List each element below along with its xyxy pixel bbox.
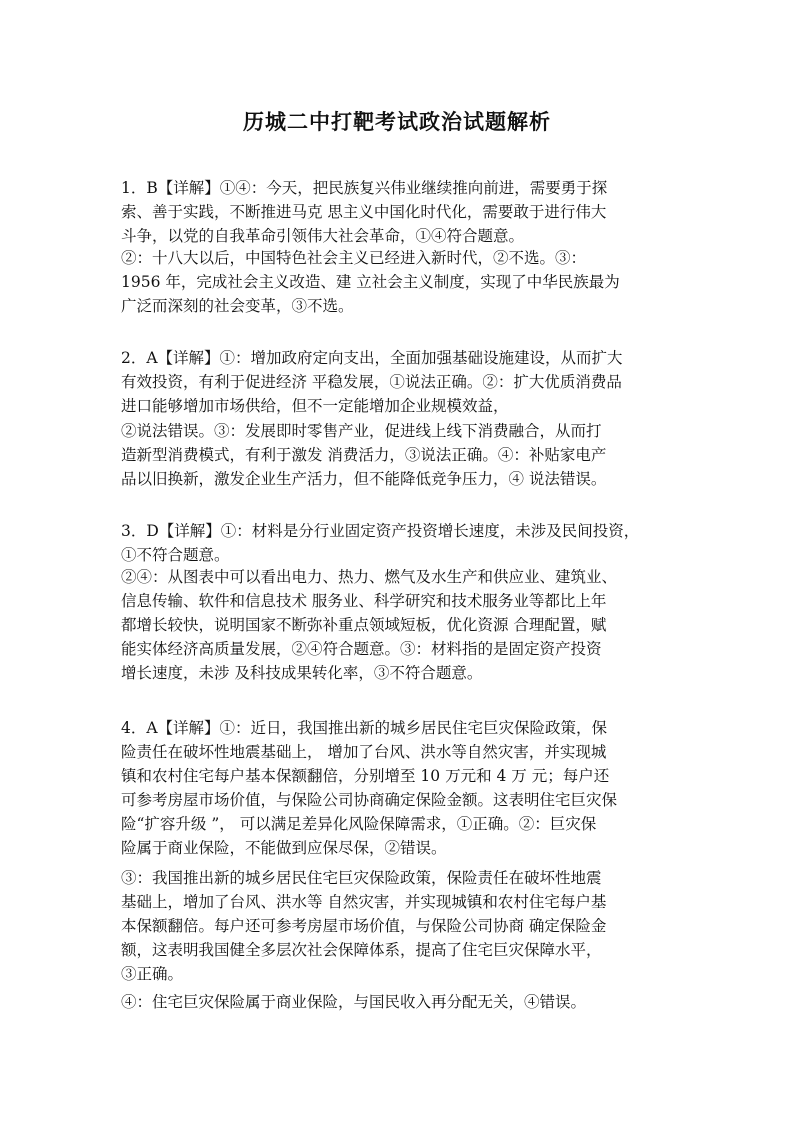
text-line: ②④：从图表中可以看出电力、热力、燃气及水生产和供应业、建筑业、 — [121, 568, 618, 586]
q3-paragraph-1 — [121, 519, 681, 567]
text-line: ①不符合题意。 — [121, 546, 230, 564]
text-line: 本保额翻倍。每户还可参考房屋市场价值，与保险公司协商 确定保险金 — [121, 917, 607, 935]
text-line: 1．B【详解】①④：今天，把民族复兴伟业继续推向前进，需要勇于探 — [121, 179, 608, 197]
text-line: 信息传输、软件和信息技术 服务业、科学研究和技术服务业等都比上年 — [121, 592, 607, 610]
text-line: 都增长较快，说明国家不断弥补重点领域短板，优化资源 合理配置，赋 — [121, 616, 607, 634]
text-line: ②说法错误。③：发展即时零售产业，促进线上线下消费融合，从而打 — [121, 422, 602, 440]
text-line: ②：十八大以后，中国特色社会主义已经进入新时代，②不选。③： — [121, 249, 587, 267]
text-line: 广泛而深刻的社会变革，③不选。 — [121, 297, 354, 315]
text-line: 进口能够增加市场供给，但不一定能增加企业规模效益， — [121, 397, 509, 415]
text-line: 镇和农村住宅每户基本保额翻倍，分别增至 10 万元和 4 万 元；每户还 — [121, 767, 610, 785]
text-line: 1956 年，完成社会主义改造、建 立社会主义制度，实现了中华民族最为 — [121, 273, 620, 291]
text-line: 险“扩容升级 ”， 可以满足差异化风险保障需求，①正确。②：巨灾保 — [121, 815, 597, 833]
text-line: 3．D【详解】①：材料是分行业固定资产投资增长速度，未涉及民间投资， — [121, 522, 640, 540]
text-line: ③：我国推出新的城乡居民住宅巨灾保险政策，保险责任在破坏性地震 — [121, 869, 602, 887]
q4-paragraph-1 — [121, 716, 681, 860]
text-line: 索、善于实践，不断推进马克 思主义中国化时代化，需要敢于进行伟大 — [121, 203, 607, 221]
q2-paragraph-2 — [121, 419, 681, 491]
q1-paragraph-2 — [121, 246, 681, 318]
q3-paragraph-2 — [121, 565, 681, 685]
text-line: 险属于商业保险，不能做到应保尽保，②错误。 — [121, 839, 447, 857]
text-line: 基础上，增加了台风、洪水等 自然灾害，并实现城镇和农村住宅每户基 — [121, 893, 607, 911]
q4-paragraph-2 — [121, 866, 681, 986]
text-line: ③正确。 — [121, 965, 184, 983]
text-line: 品以旧换新，激发企业生产活力，但不能降低竞争压力，④ 说法错误。 — [121, 470, 607, 488]
q1-paragraph-1 — [121, 176, 681, 248]
text-line: 能实体经济高质量发展，②④符合题意。③：材料指的是固定资产投资 — [121, 640, 602, 658]
text-line: 有效投资，有利于促进经济 平稳发展，①说法正确。②：扩大优质消费品 — [121, 373, 622, 391]
text-line: 斗争，以党的自我革命引领伟大社会革命，①④符合题意。 — [121, 227, 525, 245]
text-line: ④：住宅巨灾保险属于商业保险，与国民收入再分配无关，④错误。 — [121, 993, 587, 1011]
q2-paragraph-1 — [121, 346, 681, 418]
text-line: 险责任在破坏性地震基础上， 增加了台风、洪水等自然灾害，并实现城 — [121, 743, 607, 761]
text-line: 2．A【详解】①：增加政府定向支出，全面加强基础设施建设，从而扩大 — [121, 349, 623, 367]
text-line: 4．A【详解】①：近日，我国推出新的城乡居民住宅巨灾保险政策，保 — [121, 719, 608, 737]
page-title: 历城二中打靶考试政治试题解析 — [243, 109, 551, 134]
text-line: 增长速度，未涉 及科技成果转化率，③不符合题意。 — [121, 664, 483, 682]
q4-paragraph-3 — [121, 990, 681, 1014]
text-line: 额，这表明我国健全多层次社会保障体系，提高了住宅巨灾保障水平， — [121, 941, 602, 959]
text-line: 可参考房屋市场价值，与保险公司协商确定保险金额。这表明住宅巨灾保 — [121, 791, 618, 809]
text-line: 造新型消费模式，有利于激发 消费活力，③说法正确。④：补贴家电产 — [121, 446, 607, 464]
